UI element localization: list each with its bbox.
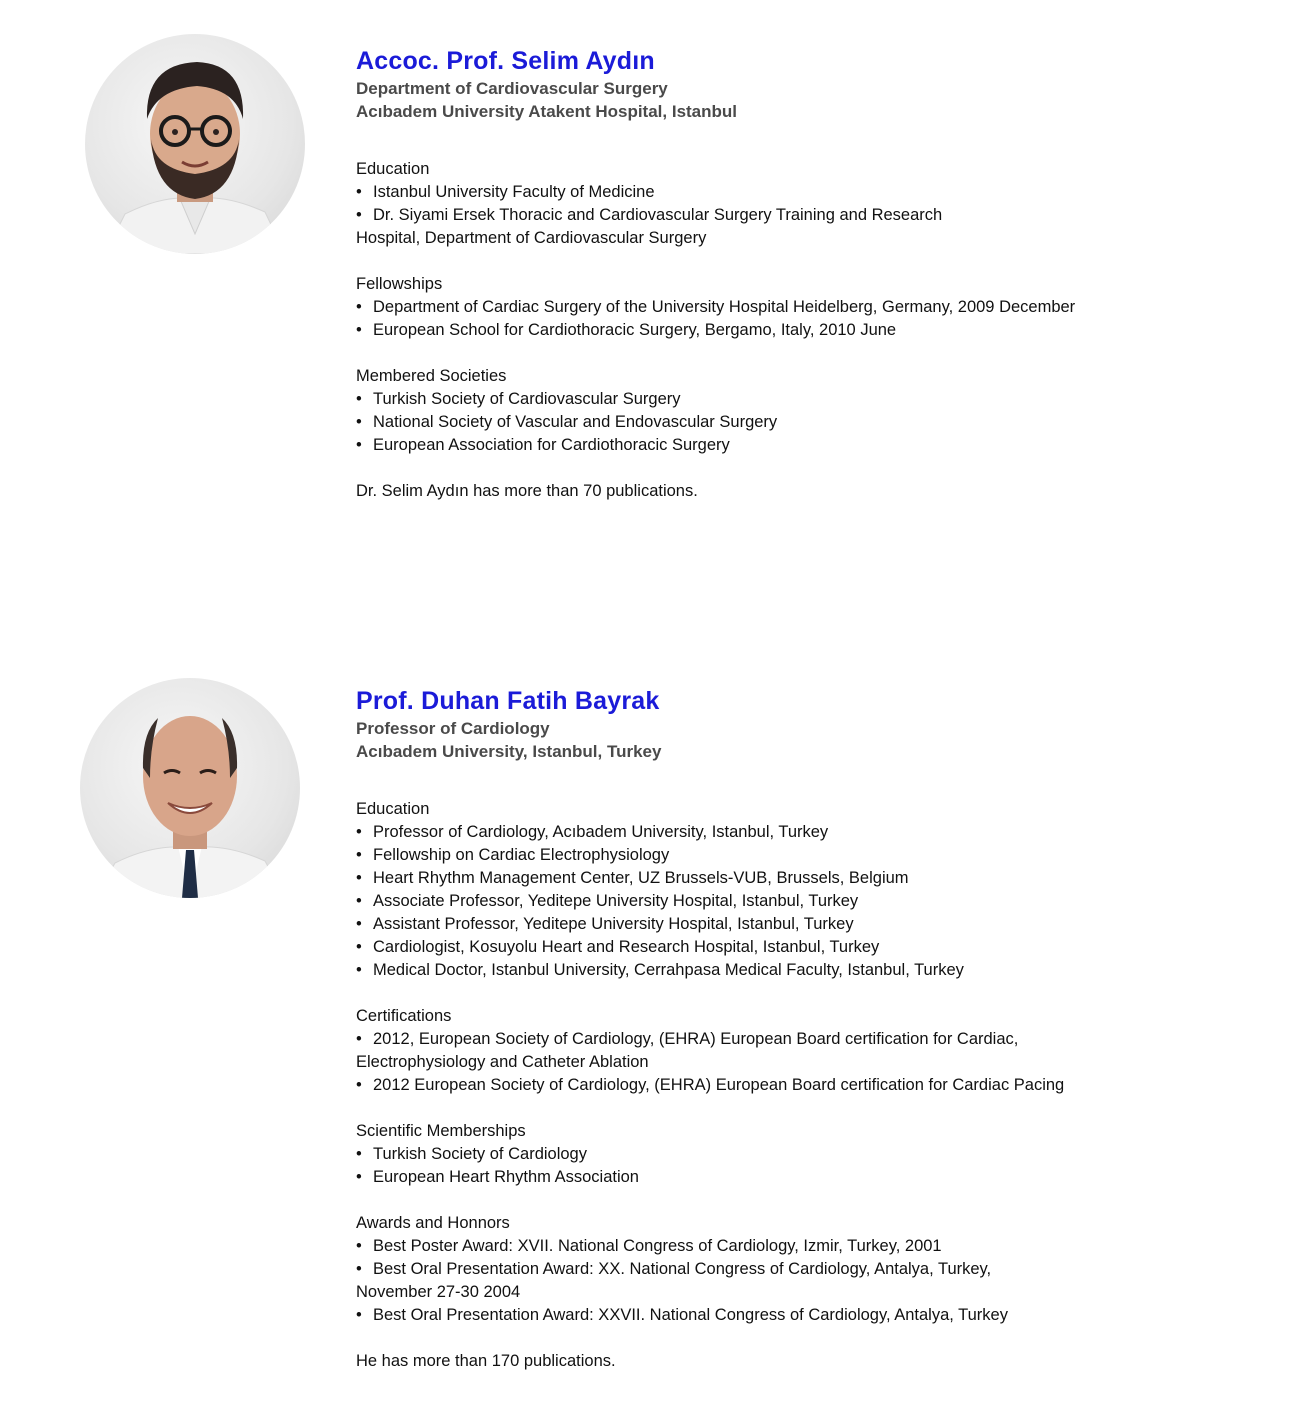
publications-note: He has more than 170 publications.: [356, 1352, 616, 1370]
bullet-icon: •: [356, 206, 362, 224]
bullet-icon: •: [356, 1168, 362, 1186]
portrait-illustration: [80, 678, 300, 898]
list-item: • National Society of Vascular and Endovascular Surgery: [356, 411, 1256, 434]
bullet-icon: •: [356, 413, 362, 431]
fellowships-section: [356, 273, 1256, 342]
bullet-icon: •: [356, 183, 362, 201]
education-section: [356, 158, 1256, 250]
portrait-photo: [80, 678, 300, 898]
bullet-icon: •: [356, 869, 362, 887]
doctor-name: Accoc. Prof. Selim Aydın: [356, 47, 655, 75]
societies-section: [356, 365, 1256, 457]
section-title: Membered Societies: [356, 367, 507, 385]
portrait-illustration: [85, 34, 305, 254]
portrait-photo: [85, 34, 305, 254]
bullet-icon: •: [356, 436, 362, 454]
section-title: Fellowships: [356, 275, 443, 293]
list-item: • Turkish Society of Cardiology: [356, 1143, 1256, 1166]
title-line: Professor of Cardiology: [356, 719, 550, 738]
list-item: • Heart Rhythm Management Center, UZ Brussels-VUB, Brussels, Belgium: [356, 867, 1256, 890]
bullet-icon: •: [356, 823, 362, 841]
section-title: Education: [356, 800, 430, 818]
awards-section: [356, 1212, 1256, 1327]
bullet-icon: •: [356, 892, 362, 910]
section-title: Certifications: [356, 1007, 452, 1025]
bullet-icon: •: [356, 321, 362, 339]
bullet-icon: •: [356, 390, 362, 408]
list-item: • Associate Professor, Yeditepe University Hospital, Istanbul, Turkey: [356, 890, 1256, 913]
section-title: Scientific Memberships: [356, 1122, 526, 1140]
bullet-icon: •: [356, 298, 362, 316]
hospital-line: Acıbadem University Atakent Hospital, Istanbul: [356, 102, 738, 121]
section-title: Education: [356, 160, 430, 178]
list-item-continuation: Hospital, Department of Cardiovascular Surgery: [356, 229, 707, 247]
profile-content: [356, 45, 1256, 503]
bullet-icon: •: [356, 1030, 362, 1048]
bullet-icon: •: [356, 961, 362, 979]
bullet-icon: •: [356, 1260, 362, 1278]
list-item: • Cardiologist, Kosuyolu Heart and Research Hospital, Istanbul, Turkey: [356, 936, 1256, 959]
bullet-icon: •: [356, 915, 362, 933]
list-item: • Assistant Professor, Yeditepe University Hospital, Istanbul, Turkey: [356, 913, 1256, 936]
bullet-icon: •: [356, 938, 362, 956]
list-item: • European Association for Cardiothoracic Surgery: [356, 434, 1256, 457]
bullet-icon: •: [356, 846, 362, 864]
list-item: • Best Poster Award: XVII. National Congress of Cardiology, Izmir, Turkey, 2001: [356, 1235, 1256, 1258]
section-title: Awards and Honnors: [356, 1214, 510, 1232]
list-item: • Best Oral Presentation Award: XX. National Congress of Cardiology, Antalya, Turkey,: [356, 1258, 1256, 1281]
bullet-icon: •: [356, 1076, 362, 1094]
bullet-icon: •: [356, 1237, 362, 1255]
bullet-icon: •: [356, 1145, 362, 1163]
university-line: Acıbadem University, Istanbul, Turkey: [356, 742, 662, 761]
publications-note: Dr. Selim Aydın has more than 70 publications.: [356, 482, 698, 500]
list-item: • Dr. Siyami Ersek Thoracic and Cardiovascular Surgery Training and Research: [356, 204, 1256, 227]
list-item: • European School for Cardiothoracic Surgery, Bergamo, Italy, 2010 June: [356, 319, 1256, 342]
certifications-section: [356, 1005, 1256, 1097]
bullet-icon: •: [356, 1306, 362, 1324]
list-item-continuation: Electrophysiology and Catheter Ablation: [356, 1053, 649, 1071]
list-item: • Turkish Society of Cardiovascular Surgery: [356, 388, 1256, 411]
list-item: • Fellowship on Cardiac Electrophysiology: [356, 844, 1256, 867]
profile-content: [356, 685, 1256, 1373]
list-item: • 2012 European Society of Cardiology, (EHRA) European Board certification for Cardiac Pacing: [356, 1074, 1256, 1097]
list-item: • Istanbul University Faculty of Medicine: [356, 181, 1256, 204]
list-item: • Medical Doctor, Istanbul University, Cerrahpasa Medical Faculty, Istanbul, Turkey: [356, 959, 1256, 982]
list-item: • European Heart Rhythm Association: [356, 1166, 1256, 1189]
list-item: • Department of Cardiac Surgery of the University Hospital Heidelberg, Germany, 2009 December: [356, 296, 1256, 319]
doctor-name: Prof. Duhan Fatih Bayrak: [356, 687, 660, 715]
department-line: Department of Cardiovascular Surgery: [356, 79, 668, 98]
education-section: [356, 798, 1256, 982]
list-item-continuation: November 27-30 2004: [356, 1283, 521, 1301]
list-item: • 2012, European Society of Cardiology, (EHRA) European Board certification for Cardiac,: [356, 1028, 1256, 1051]
list-item: • Best Oral Presentation Award: XXVII. National Congress of Cardiology, Antalya, Turkey: [356, 1304, 1256, 1327]
list-item: • Professor of Cardiology, Acıbadem University, Istanbul, Turkey: [356, 821, 1256, 844]
memberships-section: [356, 1120, 1256, 1189]
